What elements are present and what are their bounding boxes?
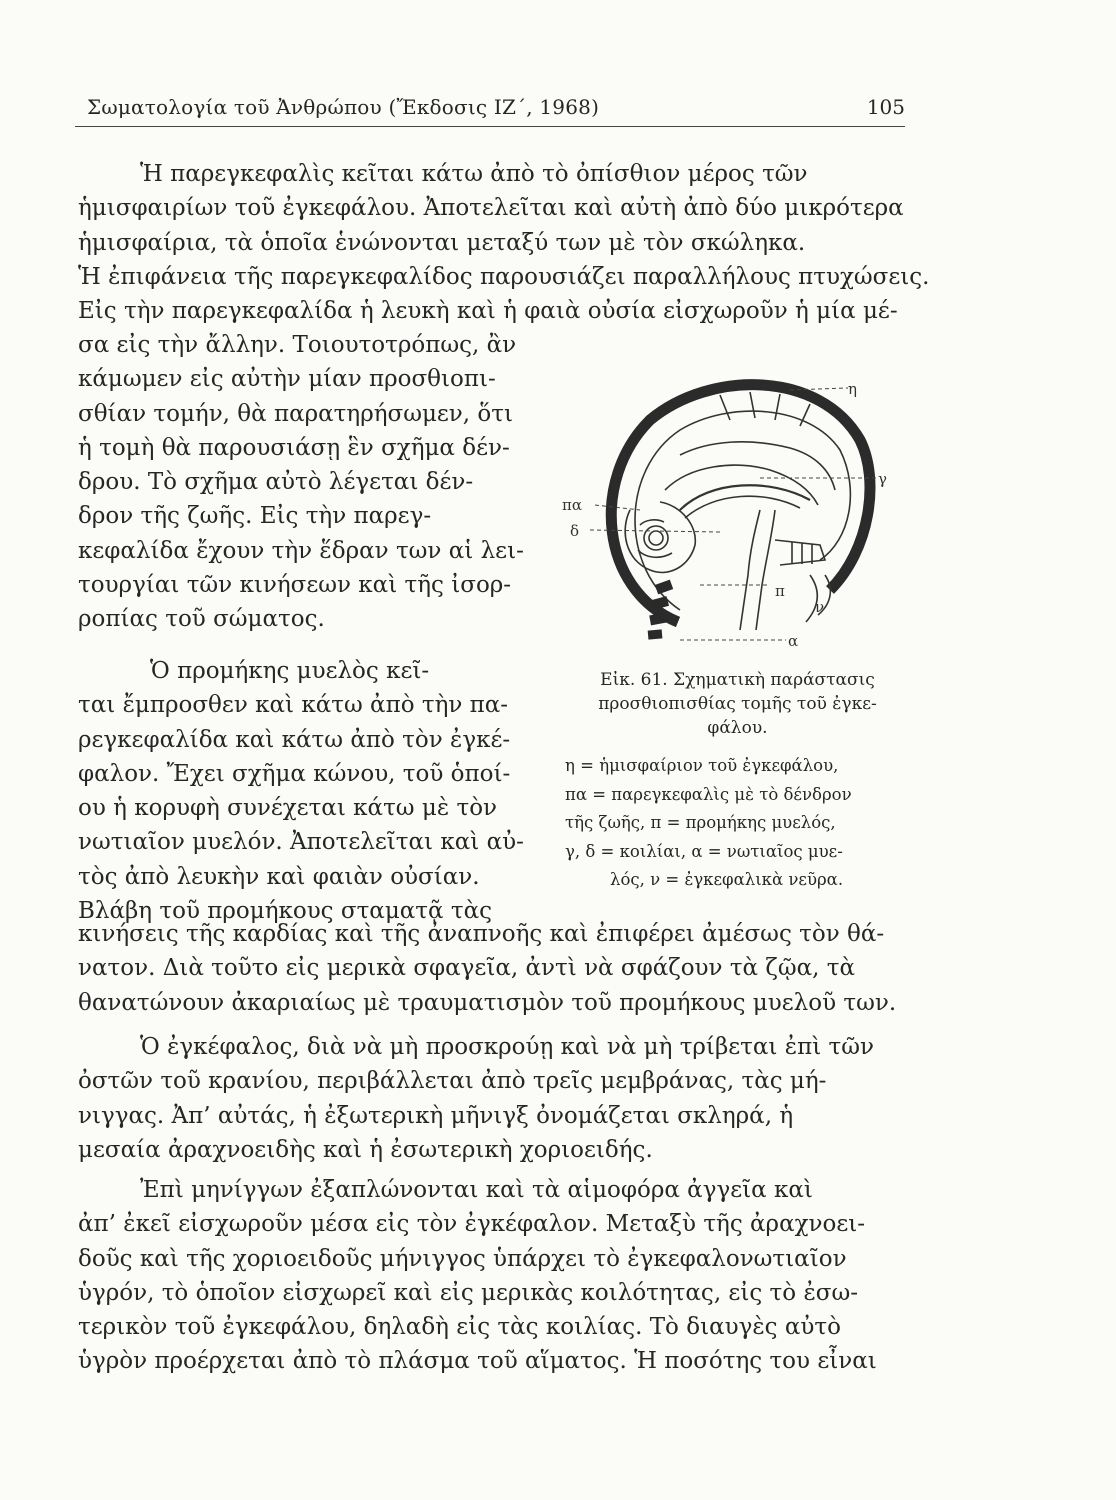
text-line: τὸς ἀπὸ λευκὴν καὶ φαιὰν οὐσίαν. [78, 863, 480, 890]
text-line: ὑγρόν, τὸ ὁποῖον εἰσχωρεῖ καὶ εἰς μερικὰς κοιλότητας, εἰς τὸ ἐσω- [78, 1279, 859, 1306]
text-line: ὀστῶν τοῦ κρανίου, περιβάλλεται ἀπὸ τρεῖς μεμβράνας, τὰς μή- [78, 1068, 827, 1095]
text-line: ἡμισφαιρίων τοῦ ἐγκεφάλου. Ἀποτελεῖται καὶ αὐτὴ ἀπὸ δύο μικρότερα [78, 195, 904, 222]
text-line: Ὁ ἐγκέφαλος, διὰ νὰ μὴ προσκρούῃ καὶ νὰ μὴ τρίβεται ἐπὶ τῶν [140, 1034, 875, 1060]
label-pi: π [775, 582, 785, 600]
text-line: Βλάβη τοῦ προμήκους σταματᾷ τὰς [78, 898, 493, 925]
legend-line: τῆς ζωῆς, π = προμήκης μυελός, [565, 813, 836, 832]
text-line: ὑγρὸν προέρχεται ἀπὸ τὸ πλάσμα τοῦ αἵματος. Ἡ ποσότης του εἶναι [78, 1348, 877, 1375]
text-line: ἡμισφαίρια, τὰ ὁποῖα ἑνώνονται μεταξύ των μὲ τὸν σκώληκα. [78, 229, 806, 256]
text-line: κεφαλίδα ἔχουν τὴν ἕδραν των αἱ λει- [78, 537, 524, 564]
text-line: δρου. Τὸ σχῆμα αὐτὸ λέγεται δέν- [78, 469, 474, 496]
legend-line: γ, δ = κοιλίαι, α = νωτιαῖος μυε- [565, 841, 843, 861]
text-line: μεσαία ἀραχνοειδὴς καὶ ἡ ἐσωτερικὴ χοριοειδής. [78, 1136, 653, 1163]
text-line: σθίαν τομήν, θὰ παρατηρήσωμεν, ὅτι [78, 400, 514, 427]
text-line: Ἡ ἐπιφάνεια τῆς παρεγκεφαλίδος παρουσιάζει παραλλήλους πτυχώσεις. [78, 263, 930, 290]
text-line: τερικὸν τοῦ ἐγκεφάλου, δηλαδὴ εἰς τὰς κοιλίας. Τὸ διαυγὲς αὐτὸ [78, 1314, 841, 1341]
paragraph-medulla [78, 917, 908, 1020]
text-line: δοῦς καὶ τῆς χοριοειδοῦς μήνιγγος ὑπάρχει τὸ ἐγκεφαλονωτιαῖον [78, 1245, 847, 1272]
paragraph-medulla-column [78, 654, 548, 928]
text-line: ται ἔμπροσθεν καὶ κάτω ἀπὸ τὴν πα- [78, 692, 509, 719]
figure-caption [565, 668, 910, 740]
legend-line: λός, ν = ἐγκεφαλικὰ νεῦρα. [610, 870, 844, 889]
text-line: κάμωμεν εἰς αὐτὴν μίαν προσθιοπι- [78, 366, 496, 393]
text-line: φαλον. Ἔχει σχῆμα κώνου, τοῦ ὁποί- [78, 760, 511, 787]
caption-line: προσθιοπισθίας τομῆς τοῦ ἐγκε- [598, 694, 877, 714]
label-gamma: γ [878, 470, 887, 488]
text-line: Ἡ παρεγκεφαλὶς κεῖται κάτω ἀπὸ τὸ ὀπίσθιον μέρος τῶν [140, 161, 808, 187]
label-delta: δ [570, 522, 580, 540]
paragraph-cerebellum-column [78, 328, 548, 637]
text-line: ἡ τομὴ θὰ παρουσιάσῃ ἓν σχῆμα δέν- [78, 434, 510, 461]
text-line: ἀπ’ ἐκεῖ εἰσχωροῦν μέσα εἰς τὸν ἐγκέφαλον. Μεταξὺ τῆς ἀραχνοει- [78, 1211, 866, 1238]
label-eta: η [848, 380, 857, 398]
text-line: ροπίας τοῦ σώματος. [78, 606, 325, 633]
text-line: θανατώνουν ἀκαριαίως μὲ τραυματισμὸν τοῦ προμήκους μυελοῦ των. [78, 989, 897, 1016]
page-number: 105 [866, 95, 905, 119]
paragraph-meninges [78, 1030, 908, 1167]
legend-line: η = ἡμισφαίριον τοῦ ἐγκεφάλου, [565, 756, 839, 775]
running-header [75, 92, 905, 127]
text-line: Ἐπὶ μηνίγγων ἐξαπλώνονται καὶ τὰ αἱμοφόρα ἀγγεῖα καὶ [140, 1177, 813, 1203]
label-nu: ν [815, 598, 825, 616]
label-pa: πα [562, 496, 582, 514]
text-line: κινήσεις τῆς καρδίας καὶ τῆς ἀναπνοῆς καὶ ἐπιφέρει ἀμέσως τὸν θά- [78, 921, 885, 947]
text-line: νωτιαῖον μυελόν. Ἀποτελεῖται καὶ αὐ- [78, 829, 524, 856]
text-line: νιγγας. Ἀπ’ αὐτάς, ἡ ἐξωτερικὴ μῆνιγξ ὀνομάζεται σκληρά, ἡ [78, 1102, 794, 1129]
header-title: Σωματολογία τοῦ Ἀνθρώπου (Ἔκδοσις ΙΖ΄, 1968) [87, 95, 600, 119]
legend-line: πα = παρεγκεφαλὶς μὲ τὸ δένδρον [565, 784, 852, 804]
text-line: νατον. Διὰ τοῦτο εἰς μερικὰ σφαγεῖα, ἀντὶ νὰ σφάζουν τὰ ζῷα, τὰ [78, 955, 856, 982]
text-line: τουργίαι τῶν κινήσεων καὶ τῆς ἰσορ- [78, 572, 512, 599]
paragraph-cerebellum [78, 157, 930, 328]
brain-section-figure [560, 360, 910, 660]
text-line: Εἰς τὴν παρεγκεφαλίδα ἡ λευκὴ καὶ ἡ φαιὰ οὐσία εἰσχωροῦν ἡ μία μέ- [78, 298, 898, 325]
label-alpha: α [788, 632, 799, 650]
text-line: δρον τῆς ζωῆς. Εἰς τὴν παρεγ- [78, 503, 432, 530]
figure-legend [565, 752, 910, 895]
caption-line: φάλου. [707, 718, 768, 738]
paragraph-csf [78, 1173, 908, 1379]
text-line: σα εἰς τὴν ἄλλην. Τοιουτοτρόπως, ἂν [78, 332, 517, 358]
text-line: ου ἡ κορυφὴ συνέχεται κάτω μὲ τὸν [78, 795, 498, 822]
text-line: Ὁ προμήκης μυελὸς κεῖ- [150, 658, 430, 684]
caption-line: Εἰκ. 61. Σχηματικὴ παράστασις [600, 670, 875, 690]
text-line: ρεγκεφαλίδα καὶ κάτω ἀπὸ τὸν ἐγκέ- [78, 726, 511, 753]
